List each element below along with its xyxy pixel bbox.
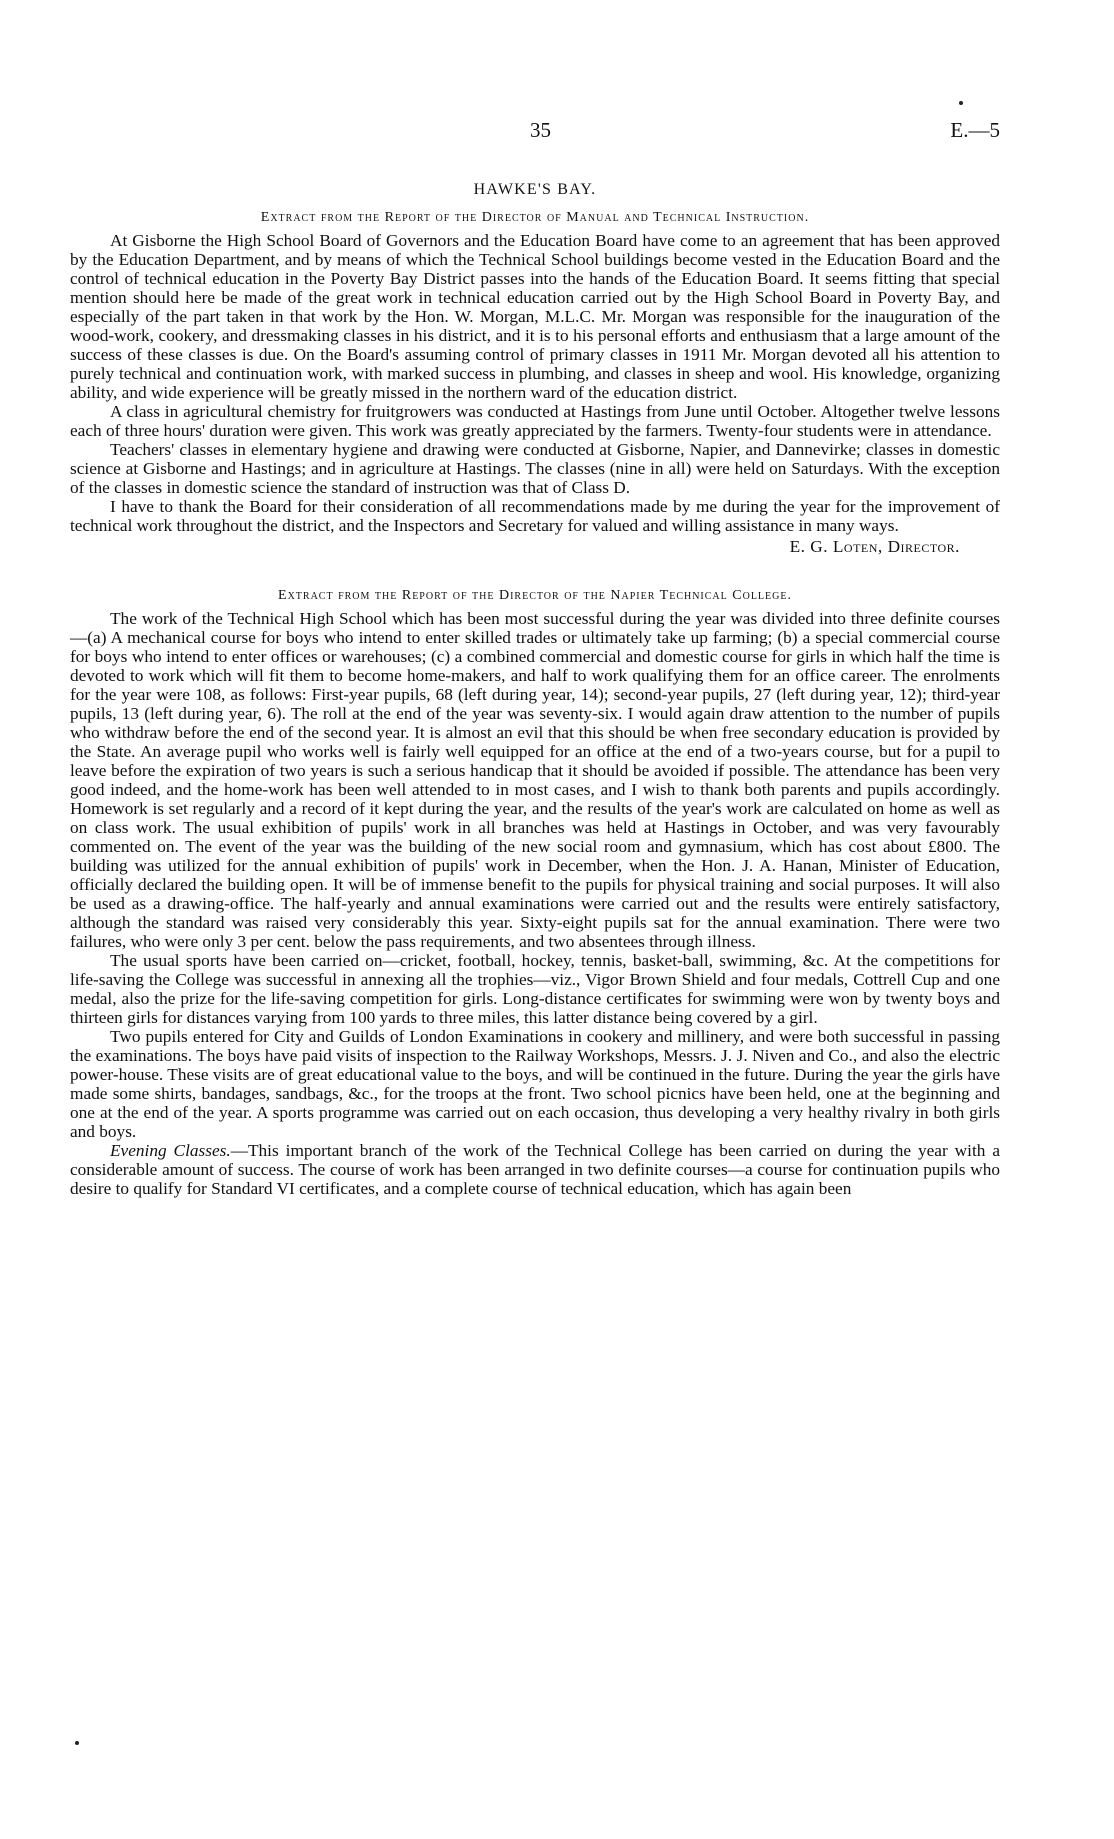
paragraph: A class in agricultural chemistry for fruitgrowers was conducted at Hastings from June until October. Altogether twelve lessons each of three hours' duration were given. This work was greatly appreciated by the farmers. Twenty-four students were in attendance. bbox=[70, 402, 1000, 440]
page-content bbox=[70, 180, 1000, 1198]
signature: E. G. Loten, Director. bbox=[789, 537, 960, 556]
paragraph: The work of the Technical High School which has been most successful during the year was divided into three definite courses—(a) A mechanical course for boys who intend to enter skilled trades or ultimately take up farming; (b) a special commercial course for boys who intend to enter offices or warehouses; (c) a combined commercial and domestic course for girls in which half the time is devoted to work which will fit them to become home-makers, and half to work qualifying them for an office career. The enrolments for the year were 108, as follows: First-year pupils, 68 (left during year, 14); second-year pupils, 27 (left during year, 12); third-year pupils, 13 (left during year, 6). The roll at the end of the year was seventy-six. I would again draw attention to the number of pupils who withdraw before the end of the second year. It is almost an evil that this should be when free secondary education is provided by the State. An average pupil who works well is fairly well equipped for an office at the end of a two-years course, but for a pupil to leave before the expiration of two years is such a serious handicap that it should be avoided if possible. The attendance has been very good indeed, and the home-work has been well attended to in most cases, and I wish to thank both parents and pupils accordingly. Homework is set regularly and a record of it kept during the year, and the results of the year's work are calculated on home as well as on class work. The usual exhibition of pupils' work in all branches was held at Hastings in October, and was very favourably commented on. The event of the year was the building of the new social room and gymnasium, which has cost about £800. The building was utilized for the annual exhibition of pupils' work in December, when the Hon. J. A. Hanan, Minister of Education, officially declared the building open. It will be of immense benefit to the pupils for physical training and social purposes. It will also be used as a drawing-office. The half-yearly and annual examinations were carried out and the results were entirely satisfactory, although the standard was raised very considerably this year. Sixty-eight pupils sat for the annual examination. There were two failures, who were only 3 per cent. below the pass requirements, and two absentees through illness. bbox=[70, 609, 1000, 951]
evening-classes-paragraph bbox=[70, 1141, 1000, 1198]
paragraph: Two pupils entered for City and Guilds of London Examinations in cookery and millinery, and were both successful in passing the examinations. The boys have paid visits of inspection to the Railway Workshops, Messrs. J. J. Niven and Co., and also the electric power-house. These visits are of great educational value to the boys, and will be continued in the future. During the year the girls have made some shirts, bandages, sandbags, &c., for the troops at the front. Two school picnics have been held, one at the beginning and one at the end of the year. A sports programme was carried out on each occasion, thus developing a very healthy rivalry in both girls and boys. bbox=[70, 1027, 1000, 1141]
section-napier-college bbox=[70, 586, 1000, 1198]
paragraph: The usual sports have been carried on—cricket, football, hockey, tennis, basket-ball, swimming, &c. At the competitions for life-saving the College was successful in annexing all the trophies—viz., Vigor Brown Shield and four medals, Cottrell Cup and one medal, also the prize for the life-saving competition for girls. Long-distance certificates for swimming were won by twenty boys and thirteen girls for distances varying from 100 yards to three miles, this latter distance being covered by a girl. bbox=[70, 951, 1000, 1027]
speck-mark bbox=[75, 1741, 79, 1745]
paragraph: At Gisborne the High School Board of Governors and the Education Board have come to an agreement that has been approved by the Education Department, and by means of which the Technical School buildings become vested in the Education Board and the control of technical education in the Poverty Bay District passes into the hands of the Education Board. It seems fitting that special mention should here be made of the great work in technical education carried out by the High School Board in Poverty Bay, and especially of the part taken in that work by the Hon. W. Morgan, M.L.C. Mr. Morgan was responsible for the inauguration of the wood-work, cookery, and dressmaking classes in his district, and it is to his personal efforts and enthusiasm that a large amount of the success of these classes is due. On the Board's assuming control of primary classes in 1911 Mr. Morgan devoted all his attention to purely technical and continuation work, with marked success in plumbing, and classes in sheep and wool. His knowledge, organizing ability, and wide experience will be greatly missed in the northern ward of the education district. bbox=[70, 231, 1000, 402]
section-manual-technical bbox=[70, 208, 1000, 556]
paragraph: Teachers' classes in elementary hygiene and drawing were conducted at Gisborne, Napier, and Dannevirke; classes in domestic science at Gisborne and Hastings; and in agriculture at Hastings. The classes (nine in all) were held on Saturdays. With the exception of the classes in domestic science the standard of instruction was that of Class D. bbox=[70, 440, 1000, 497]
extract-heading-1: Extract from the Report of the Director of Manual and Technical Instruction. bbox=[260, 210, 810, 225]
extract-heading-2: Extract from the Report of the Director of the Napier Technical College. bbox=[278, 588, 792, 603]
page-header bbox=[70, 118, 1000, 148]
evening-classes-subhead: Evening Classes. bbox=[110, 1141, 231, 1160]
page-number: 35 bbox=[530, 118, 551, 142]
section-title: HAWKE'S BAY. bbox=[473, 181, 597, 198]
paragraph: I have to thank the Board for their consideration of all recommendations made by me during the year for the improvement of technical work throughout the district, and the Inspectors and Secretary for valued and willing assistance in many ways. bbox=[70, 497, 1000, 535]
speck-mark bbox=[959, 101, 963, 105]
evening-classes-text: —This important branch of the work of the Technical College has been carried on during the year with a considerable amount of success. The course of work has been arranged in two definite courses—a course for continuation pupils who desire to qualify for Standard VI certificates, and a complete course of technical education, which has again been bbox=[70, 1141, 1001, 1198]
document-code: E.—5 bbox=[950, 118, 1000, 142]
